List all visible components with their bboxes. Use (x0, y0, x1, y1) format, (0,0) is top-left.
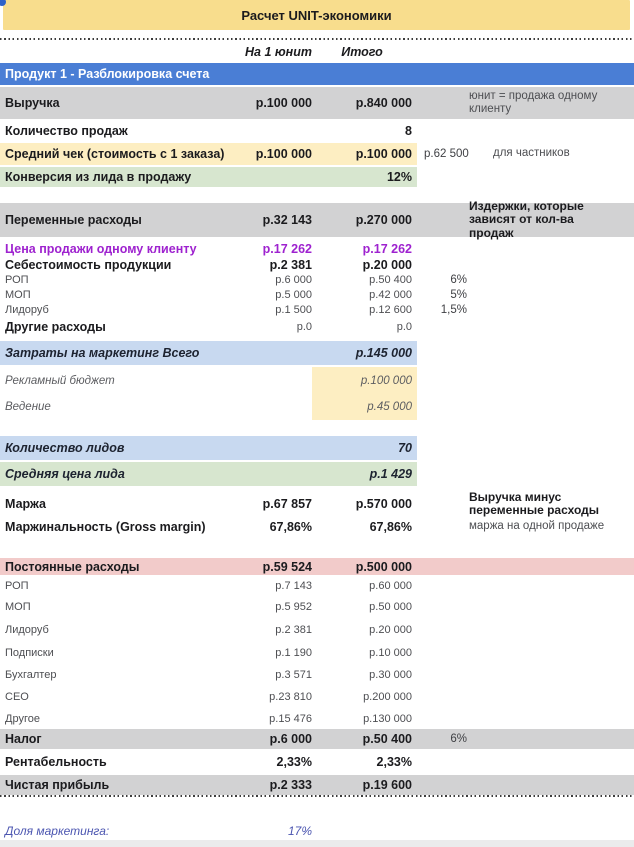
unit-value: р.15 476 (269, 712, 312, 725)
row-band (0, 751, 417, 773)
row-band (0, 641, 417, 664)
row-band (0, 272, 417, 287)
pct-value (417, 596, 467, 618)
row-lidorub-variable (0, 302, 634, 318)
total-value: р.270 000 (355, 213, 412, 227)
unit-value: р.100 000 (255, 96, 312, 110)
row-band (0, 143, 417, 165)
row-cost-of-goods (0, 257, 634, 272)
row-gross-margin (0, 516, 634, 538)
row-lead-conversion (0, 167, 634, 187)
row-subscriptions (0, 641, 634, 664)
total-value: р.50 400 (362, 732, 412, 746)
unit-economics-table (0, 63, 634, 795)
total-value: 70 (398, 441, 412, 455)
total-value: р.50 400 (369, 273, 412, 286)
pct-value (417, 618, 467, 641)
note-text: маржа на одной продаже (469, 520, 605, 533)
row-label: Продукт 1 - Разблокировка счета (5, 67, 210, 81)
row-label: CEO (5, 691, 29, 703)
total-value: р.42 000 (369, 288, 412, 301)
bottom-gray-strip (0, 840, 634, 847)
total-value: р.50 000 (369, 601, 412, 613)
row-band (0, 167, 417, 187)
row-label: Затраты на маркетинг Всего (5, 346, 200, 360)
row-rop-fixed (0, 575, 634, 596)
row-label: Конверсия из лида в продажу (5, 170, 192, 184)
row-variable-costs (0, 198, 634, 240)
unit-value: р.0 (296, 321, 312, 333)
unit-value: р.3 571 (275, 669, 312, 681)
row-label: Бухгалтер (5, 669, 57, 681)
unit-value: р.59 524 (262, 559, 312, 574)
row-band (0, 287, 417, 302)
total-value: р.20 000 (369, 623, 412, 636)
row-band (0, 492, 417, 516)
unit-value: р.6 000 (269, 732, 312, 746)
note-text: Выручка минус переменные расходы (469, 489, 600, 517)
row-label: МОП (5, 601, 31, 613)
column-header-total: Итого (341, 44, 383, 59)
pct-value: 1,5% (440, 304, 467, 316)
row-label: Лидоруб (5, 304, 49, 316)
row-label: Чистая прибыль (5, 778, 110, 792)
row-band (0, 203, 417, 237)
row-label: Средний чек (стоимость с 1 заказа) (5, 147, 225, 161)
pct-value (417, 686, 467, 708)
row-mop-variable (0, 287, 634, 302)
pct-value: 6% (450, 733, 467, 745)
row-band (0, 87, 417, 119)
row-avg-check (0, 143, 634, 165)
row-net-profit (0, 775, 634, 795)
unit-value: р.2 381 (275, 623, 312, 636)
row-avg-lead-price (0, 462, 634, 486)
row-label: Выручка (5, 96, 60, 110)
unit-value: р.32 143 (262, 213, 312, 227)
total-value: р.100 000 (312, 367, 417, 394)
row-label: МОП (5, 288, 31, 301)
marketing-share-label: Доля маркетинга: (5, 824, 110, 838)
row-label: Количество продаж (5, 124, 128, 138)
pct-value (417, 516, 467, 538)
row-label: Ведение (5, 401, 51, 413)
pct-value (417, 87, 467, 119)
row-band (0, 516, 417, 538)
pct-value (417, 203, 467, 237)
unit-value: р.100 000 (255, 147, 312, 161)
column-header-band (0, 40, 417, 63)
row-band (0, 558, 417, 575)
row-band (0, 775, 417, 795)
row-label: Количество лидов (5, 441, 125, 455)
unit-value: р.5 952 (275, 601, 312, 613)
footer-band (0, 823, 417, 839)
total-value: р.1 429 (369, 467, 412, 481)
row-band (0, 436, 417, 460)
pct-value (417, 462, 467, 486)
total-value: р.0 (396, 321, 412, 333)
row-lidorub-fixed (0, 618, 634, 641)
pct-value (417, 318, 467, 336)
total-value: р.17 262 (362, 241, 412, 256)
unit-value: р.2 381 (269, 257, 312, 272)
total-value (312, 63, 417, 85)
divider-dotted-bottom (0, 795, 634, 797)
row-band (0, 341, 417, 365)
row-label: Налог (5, 732, 42, 746)
row-ceo (0, 686, 634, 708)
total-value: 67,86% (369, 520, 412, 534)
pct-value (417, 664, 467, 686)
unit-value: р.23 810 (269, 691, 312, 703)
row-accountant (0, 664, 634, 686)
row-marketing-total (0, 341, 634, 365)
row-label: Маржинальность (Gross margin) (5, 520, 206, 534)
row-label: Постоянные расходы (5, 559, 140, 574)
total-value: р.100 000 (355, 147, 412, 161)
row-fixed-costs (0, 558, 634, 575)
row-lead-count (0, 436, 634, 460)
total-value: р.200 000 (363, 691, 412, 703)
row-margin (0, 489, 634, 517)
pct-value (417, 641, 467, 664)
row-label: Цена продажи одному клиенту (5, 241, 197, 256)
row-label: РОП (5, 273, 29, 286)
total-value: 12% (386, 170, 412, 184)
unit-value: 67,86% (269, 520, 312, 534)
row-band (0, 708, 417, 729)
row-profitability (0, 751, 634, 773)
total-value: р.60 000 (369, 579, 412, 592)
pct-value: р.62 500 (424, 148, 469, 160)
unit-value: р.2 333 (269, 778, 312, 792)
total-value: 8 (405, 124, 412, 138)
row-label: РОП (5, 579, 29, 592)
unit-value: р.1 190 (275, 646, 312, 659)
pct-value (417, 394, 467, 420)
row-band (0, 462, 417, 486)
row-band (0, 729, 417, 749)
marketing-share-value: 17% (287, 824, 312, 838)
row-label: Подписки (5, 646, 54, 659)
pct-value (417, 751, 467, 773)
row-band (0, 367, 417, 394)
row-label: Переменные расходы (5, 213, 142, 227)
row-band (0, 575, 417, 596)
pct-value: 6% (450, 273, 467, 286)
unit-value: р.6 000 (275, 273, 312, 286)
pct-value (417, 775, 467, 795)
pct-value (417, 63, 467, 85)
row-label: Лидоруб (5, 623, 49, 636)
row-band (0, 121, 417, 141)
total-value: р.30 000 (369, 669, 412, 681)
page-title: Расчет UNIT-экономики (241, 7, 392, 23)
unit-value: 2,33% (276, 755, 312, 769)
row-label: Рекламный бюджет (5, 374, 115, 387)
total-value: р.12 600 (369, 304, 412, 316)
row-band (0, 394, 417, 420)
note-text: Издержки, которые зависят от кол-ва продаж (469, 198, 584, 240)
unit-value: р.17 262 (262, 241, 312, 256)
marketing-share-row (0, 823, 634, 839)
row-label: Себестоимость продукции (5, 257, 172, 272)
row-band (0, 257, 417, 272)
row-band (0, 63, 417, 85)
total-value: р.840 000 (355, 96, 412, 110)
row-label: Маржа (5, 497, 46, 511)
pct-value (417, 257, 467, 272)
row-maintenance (0, 394, 634, 420)
pct-value (417, 708, 467, 729)
row-label: Другое (5, 712, 40, 725)
pct-value (417, 121, 467, 141)
row-mop-fixed (0, 596, 634, 618)
note-text: для частников (493, 147, 570, 160)
pct-value (417, 367, 467, 394)
unit-value: р.1 500 (275, 304, 312, 316)
note-text: юнит = продажа одному клиенту (469, 89, 598, 115)
row-label: Рентабельность (5, 755, 107, 769)
row-band (0, 596, 417, 618)
row-ad-budget (0, 367, 634, 394)
total-value: р.45 000 (312, 394, 417, 420)
unit-value: р.7 143 (275, 579, 312, 592)
total-value: р.570 000 (355, 497, 412, 511)
row-band (0, 240, 417, 257)
row-revenue (0, 87, 634, 119)
pct-value (417, 575, 467, 596)
row-band (0, 686, 417, 708)
row-band (0, 664, 417, 686)
row-other (0, 708, 634, 729)
total-value: р.10 000 (369, 646, 412, 659)
row-label: Средняя цена лида (5, 467, 125, 481)
total-value: 2,33% (376, 755, 412, 769)
pct-value (417, 558, 467, 575)
row-band (0, 318, 417, 336)
total-value: р.20 000 (362, 257, 412, 272)
total-value: р.145 000 (355, 346, 412, 360)
row-price-per-client (0, 240, 634, 257)
row-tax (0, 729, 634, 749)
total-value: р.130 000 (363, 712, 412, 725)
column-header-row (0, 40, 634, 63)
unit-value: р.5 000 (275, 288, 312, 301)
pct-value (417, 167, 467, 187)
pct-value (417, 492, 467, 516)
pct-value: 5% (450, 288, 467, 301)
pct-value (417, 240, 467, 257)
row-band (0, 618, 417, 641)
total-value: р.500 000 (355, 559, 412, 574)
pct-value (417, 436, 467, 460)
column-header-unit: На 1 юнит (245, 44, 312, 59)
row-rop-variable (0, 272, 634, 287)
row-other-expenses (0, 318, 634, 336)
row-sales-count (0, 121, 634, 141)
row-band (0, 302, 417, 318)
total-value: р.19 600 (362, 778, 412, 792)
row-product-header (0, 63, 634, 85)
unit-value: р.67 857 (262, 497, 312, 511)
sheet-title-bar (3, 0, 630, 30)
row-label: Другие расходы (5, 320, 106, 334)
pct-value (417, 341, 467, 365)
